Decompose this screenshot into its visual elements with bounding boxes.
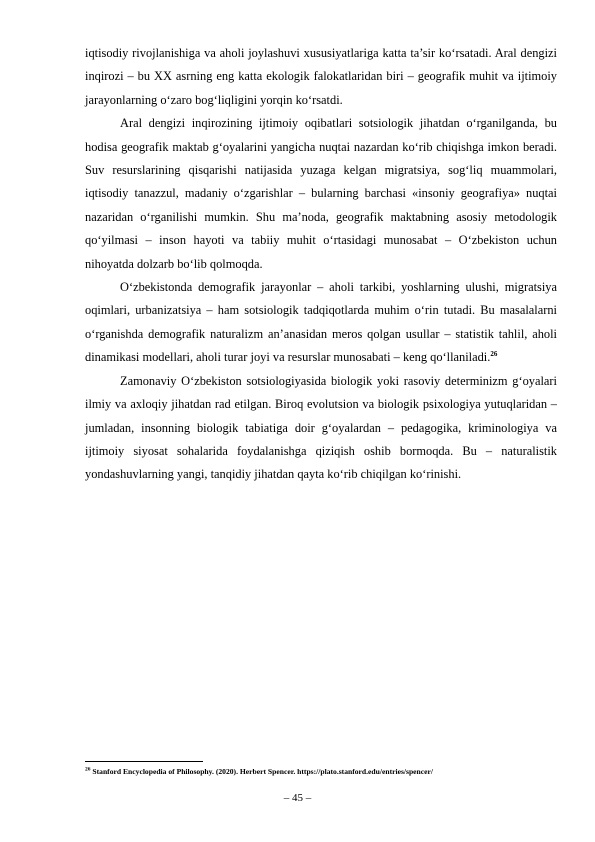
footnote bbox=[85, 767, 557, 777]
footnote-divider bbox=[85, 761, 203, 762]
footnote-reference[interactable]: 26 bbox=[490, 350, 498, 359]
paragraph-3-text: O‘zbekistonda demografik jarayonlar – aholi tarkibi, yoshlarning ulushi, migratsiya oqimlari, urbanizatsiya – ham sotsiologik tadqiqotlarda muhim o‘rin tutadi. Bu masalalarni o‘rganishda demografik naturalizm an’anasidan meros qolgan usullar – statistik tahlil, aholi dinamikasi modellari, aholi turar joyi va resurslar munosabati – keng qo‘llaniladi. bbox=[85, 280, 557, 365]
paragraph-4: Zamonaviy O‘zbekiston sotsiologiyasida biologik yoki rasoviy determinizm g‘oyalari ilmiy va axloqiy jihatdan rad etilgan. Biroq evolutsion va biologik psixologiya yutuqlaridan – jumladan, insonning biologik tabiatiga doir g‘oyalardan – pedagogika, kriminologiya va ijtimoiy siyosat sohalarida foydalanishga qiziqish oshib bormoqda. Bu – naturalistik yondashuvlarning yangi, tanqidiy jihatdan qayta ko‘rib chiqilgan ko‘rinishi. bbox=[85, 373, 557, 482]
page-body bbox=[85, 42, 557, 487]
footnote-text: Stanford Encyclopedia of Philosophy. (2020). Herbert Spencer. https://plato.stanford.edu/entries/spencer/ bbox=[92, 767, 434, 776]
paragraph-1: iqtisodiy rivojlanishiga va aholi joylashuvi xususiyatlariga katta ta’sir ko‘rsatadi. Aral dengizi inqirozi – bu XX asrning eng katta ekologik falokatlaridan biri – geografik muhit va ijtimoiy jarayonlarning o‘zaro bog‘liqligini yorqin ko‘rsatdi. bbox=[85, 46, 557, 107]
paragraph-2: Aral dengizi inqirozining ijtimoiy oqibatlari sotsiologik jihatdan o‘rganilganda, bu hodisa geografik maktab g‘oyalarini yangicha nuqtai nazardan ko‘rib chiqishga imkon beradi. Suv resurslarining qisqarishi natijasida yuzaga kelgan migratsiya, sog‘liq muammolari, iqtisodiy tanazzul, madaniy o‘zgarishlar – bularning barchasi «insoniy geografiya» nuqtai nazaridan o‘rganilishi mumkin. Shu ma’noda, geografik maktabning asosiy metodologik qo‘yilmasi – inson hayoti va tabiiy muhit o‘rtasidagi munosabat – O‘zbekiston uchun nihoyatda dolzarb bo‘lib qolmoqda. bbox=[85, 116, 557, 271]
footnote-number: 26 bbox=[85, 766, 91, 773]
page-number: – 45 – bbox=[283, 792, 312, 804]
paragraph-3 bbox=[85, 276, 557, 370]
